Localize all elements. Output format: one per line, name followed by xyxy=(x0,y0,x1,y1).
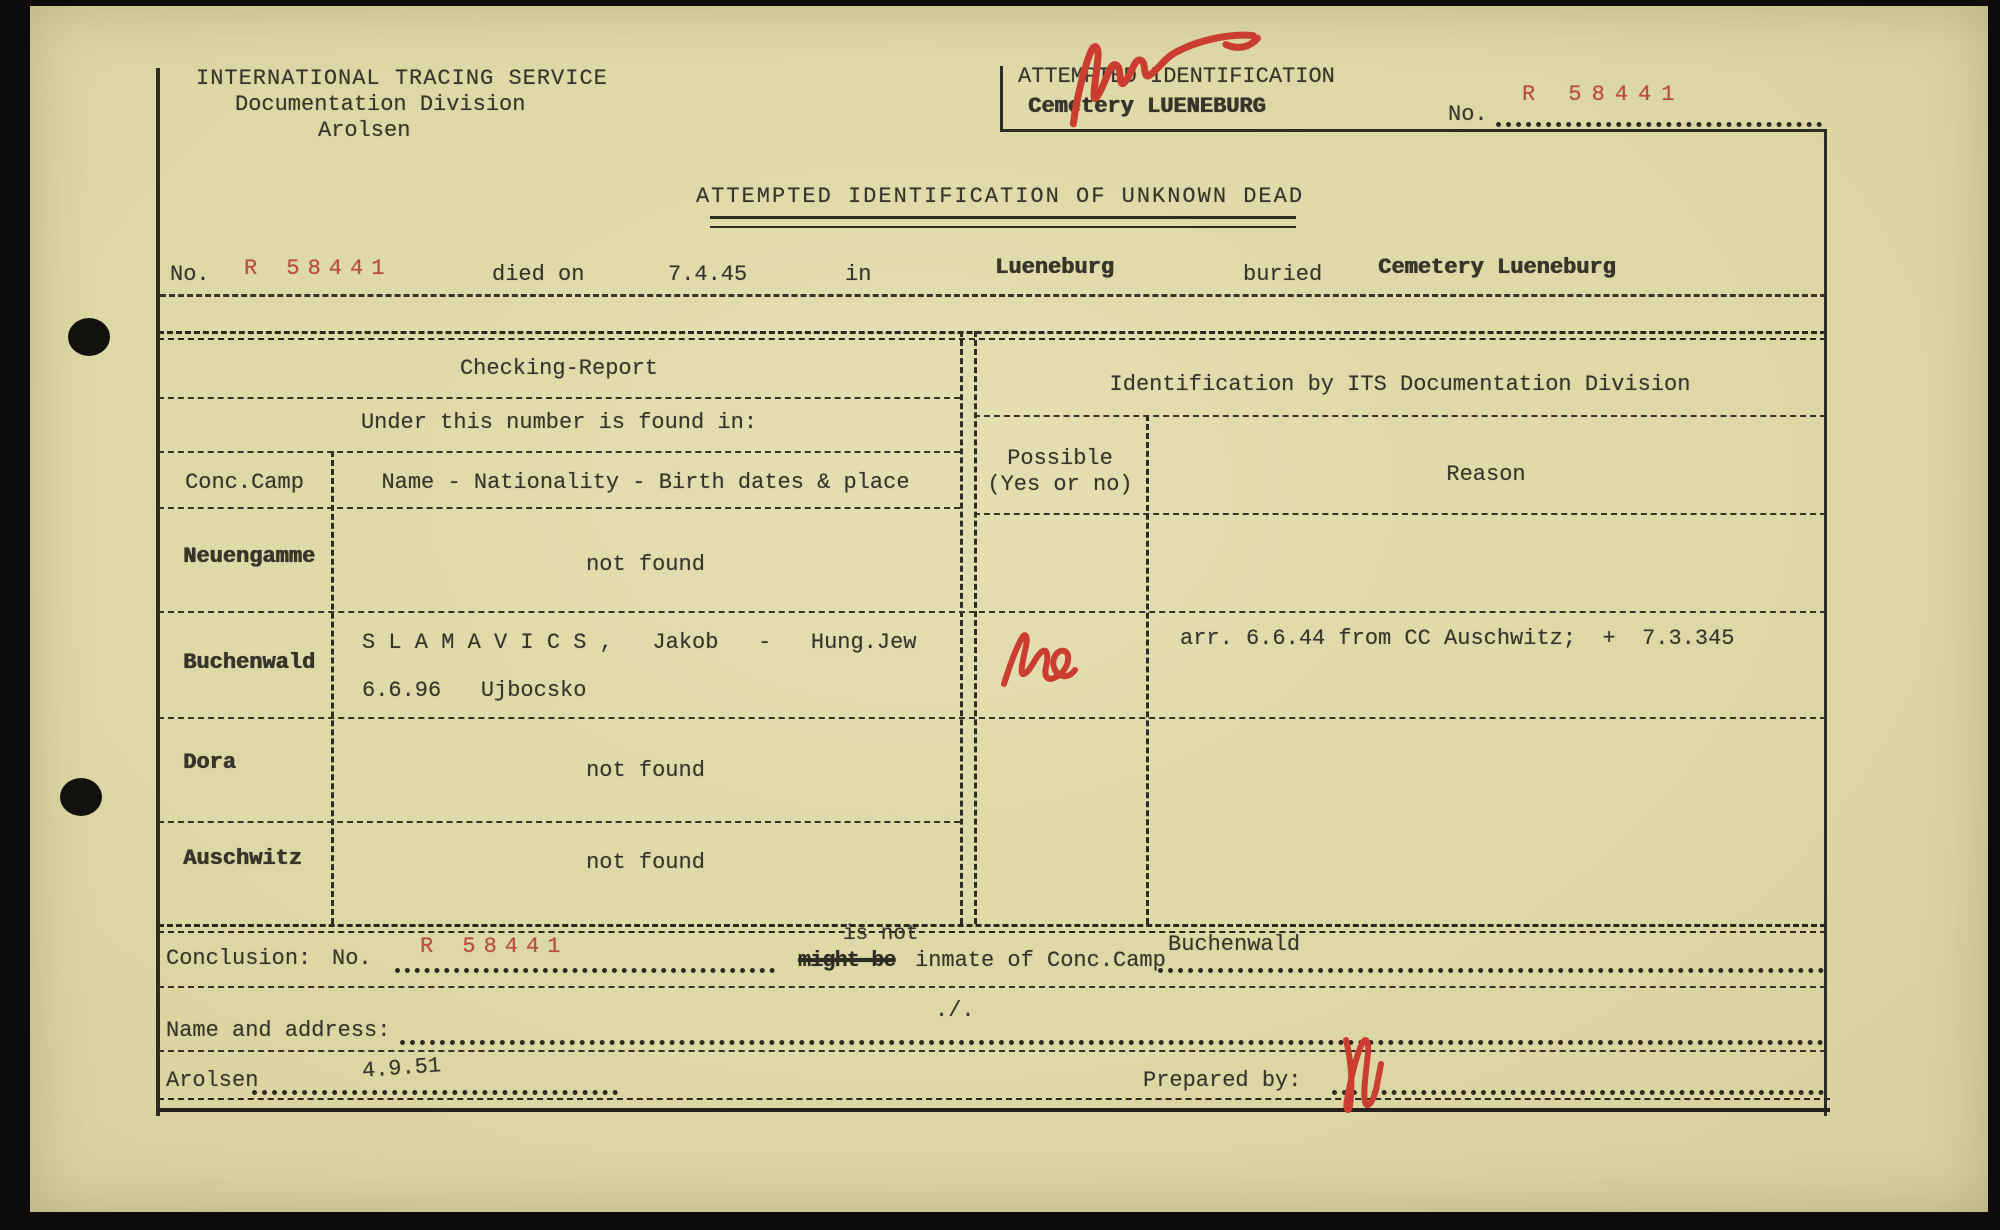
name-address-label: Name and address: xyxy=(166,1018,391,1043)
identification-rule-2 xyxy=(974,513,1826,515)
table-row-camp-dora: Dora xyxy=(183,750,236,775)
conclusion-is-not: is not xyxy=(843,923,919,946)
place-label: Arolsen xyxy=(166,1068,259,1093)
column-header-reason: Reason xyxy=(1446,462,1526,487)
table-row-result-auschwitz: not found xyxy=(586,850,705,875)
table-mid-divider-b xyxy=(974,331,977,924)
table-row-camp-buchenwald: Buchenwald xyxy=(183,650,316,675)
checking-report-rule-3 xyxy=(158,507,960,509)
conclusion-no-value: R 58441 xyxy=(420,934,569,959)
form-border-left xyxy=(156,68,160,1116)
conclusion-label: Conclusion: xyxy=(166,946,312,971)
identification-title: Identification by ITS Documentation Division xyxy=(1109,372,1691,397)
header-no-value: R 58441 xyxy=(1522,82,1685,107)
table-row-name-buchenwald: S L A M A V I C S , Jakob - Hung.Jew xyxy=(362,630,917,655)
form-bottom-border xyxy=(158,1098,1830,1112)
prepared-by-label: Prepared by: xyxy=(1143,1068,1302,1093)
name-address-underline xyxy=(158,1050,1826,1052)
punch-hole-top xyxy=(68,318,110,356)
checking-report-title: Checking-Report xyxy=(459,356,659,381)
column-header-name: Name - Nationality - Birth dates & place xyxy=(381,470,910,495)
name-address-dotted-line xyxy=(400,1024,1824,1045)
header-box-left-border xyxy=(1000,66,1003,129)
header-no-label: No. xyxy=(1448,102,1488,127)
header-no-dotted-line xyxy=(1496,106,1822,127)
death-place-value: Lueneburg xyxy=(995,255,1114,280)
form-border-right xyxy=(1824,129,1827,1116)
record-no-value: R 58441 xyxy=(244,256,393,281)
punch-hole-bottom xyxy=(60,778,102,816)
checking-report-rule-2 xyxy=(158,451,960,453)
org-name: INTERNATIONAL TRACING SERVICE xyxy=(196,66,608,91)
row-divider-2 xyxy=(158,717,1826,719)
prepared-by-dotted-line xyxy=(1332,1074,1824,1095)
title-underline xyxy=(710,216,1296,228)
document-title: ATTEMPTED IDENTIFICATION OF UNKNOWN DEAD xyxy=(695,184,1305,209)
possible-column-divider xyxy=(1146,415,1149,924)
column-header-camp: Conc.Camp xyxy=(185,470,304,495)
paper-sheet xyxy=(30,6,1988,1212)
column-header-possible-1: Possible xyxy=(1007,446,1113,471)
conclusion-might-be-struck: might be xyxy=(798,948,896,973)
in-label: in xyxy=(845,262,872,287)
org-division: Documentation Division xyxy=(235,92,526,117)
conclusion-underline xyxy=(158,986,1826,988)
buried-label: buried xyxy=(1243,262,1323,287)
identification-rule-1 xyxy=(974,415,1826,417)
header-box-cemetery: Cemetery LUENEBURG xyxy=(1028,94,1266,119)
row-divider-1 xyxy=(158,611,1826,613)
table-row-result-dora: not found xyxy=(586,758,705,783)
burial-place-value: Cemetery Lueneburg xyxy=(1378,255,1616,280)
header-box-title: ATTEMPTED IDENTIFICATION xyxy=(1018,64,1335,89)
checking-report-subtitle: Under this number is found in: xyxy=(360,410,758,435)
checking-report-rule-1 xyxy=(158,397,960,399)
table-mid-divider-a xyxy=(960,331,963,924)
table-row-birth-buchenwald: 6.6.96 Ujbocsko xyxy=(362,678,587,703)
handwritten-possible-no xyxy=(998,626,1078,690)
died-on-value: 7.4.45 xyxy=(668,262,748,287)
table-top-border xyxy=(158,331,1826,340)
separator-mark: ./. xyxy=(935,998,975,1023)
table-row-reason-buchenwald: arr. 6.6.44 from CC Auschwitz; + 7.3.345 xyxy=(1180,626,1735,651)
conclusion-no-label: No. xyxy=(332,946,372,971)
died-on-label: died on xyxy=(492,262,585,287)
table-bottom-border xyxy=(158,924,1826,933)
org-city: Arolsen xyxy=(318,118,411,143)
table-row-result-neuengamme: not found xyxy=(586,552,705,577)
record-line-underline xyxy=(160,294,1826,297)
column-header-possible-2: (Yes or no) xyxy=(987,472,1133,497)
record-no-label: No. xyxy=(170,262,210,287)
date-value: 4.9.51 xyxy=(361,1053,442,1084)
handwritten-signature xyxy=(1336,1032,1390,1116)
row-divider-3 xyxy=(158,821,960,823)
table-row-camp-auschwitz: Auschwitz xyxy=(183,846,302,871)
conclusion-inmate-label: inmate of Conc.Camp xyxy=(915,948,1166,973)
table-row-camp-neuengamme: Neuengamme xyxy=(183,544,316,569)
conclusion-camp-value: Buchenwald xyxy=(1168,932,1301,957)
header-box-bottom-border xyxy=(1000,129,1826,132)
